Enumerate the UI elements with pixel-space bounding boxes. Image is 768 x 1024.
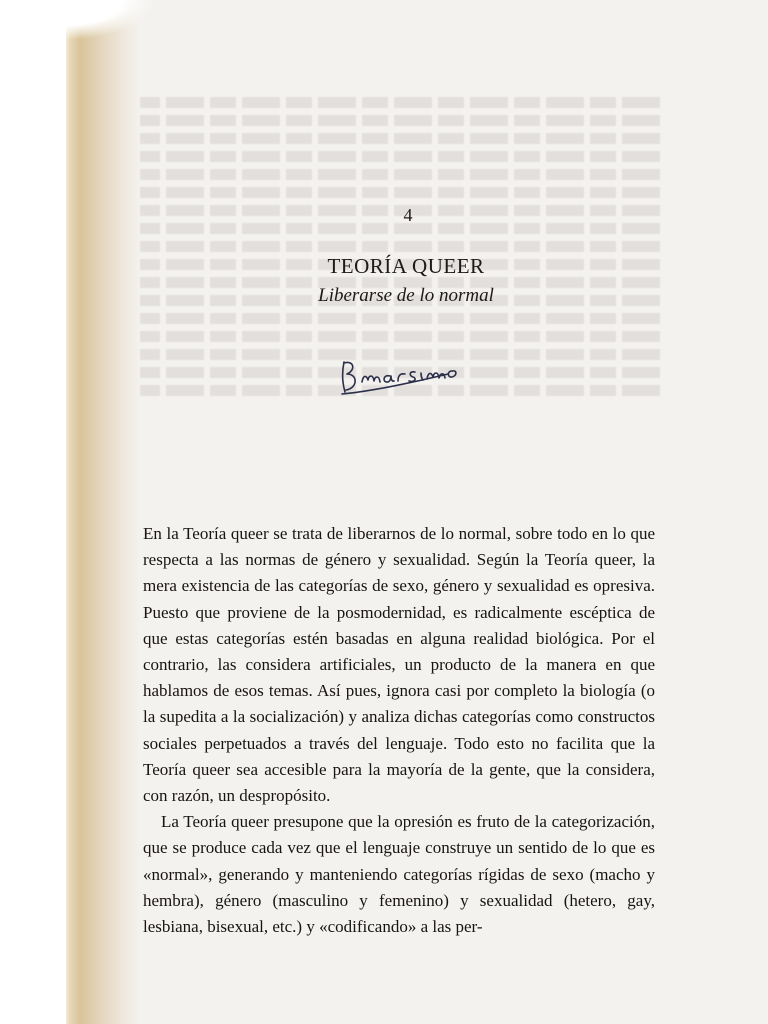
signature-drawing [336,352,466,402]
chapter-subtitle: Liberarse de lo normal [318,285,494,306]
chapter-title: TEORÍA QUEER [327,254,485,278]
body-text [143,521,655,940]
handwritten-signature-icon [336,352,466,402]
page-corner-highlight [66,0,156,40]
paragraph: La Teoría queer presupone que la opresión es fruto de la categorización, que se produce cada vez que el lenguaje construye un sentido de lo que es «normal», generando y manteniendo categorías rígidas de sexo (macho y hembra), género (masculino y femenino) y sexualidad (hetero, gay, lesbiana, bisexual, etc.) y «codificando» a las per- [143,812,655,937]
paragraph: En la Teoría queer se trata de liberarnos de lo normal, sobre todo en lo que respecta a las normas de género y sexualidad. Según la Teoría queer, la mera existencia de las categorías de sexo, género y sexualidad es opresiva. Puesto que proviene de la posmodernidad, es radicalmente escéptica de que estas categorías estén basadas en alguna realidad biológica. Por el contrario, las considera artificiales, un producto de la manera en que hablamos de esos temas. Así pues, ignora casi por completo la biología (o la supedita a la socialización) y analiza dichas categorías como constructos sociales perpetuados a través del lenguaje. Todo esto no facilita que la Teoría queer sea accesible para la mayoría de la gente, que la considera, con razón, un despropósito. [143,524,655,806]
page-edge [0,0,66,1024]
chapter-number: 4 [403,205,413,225]
